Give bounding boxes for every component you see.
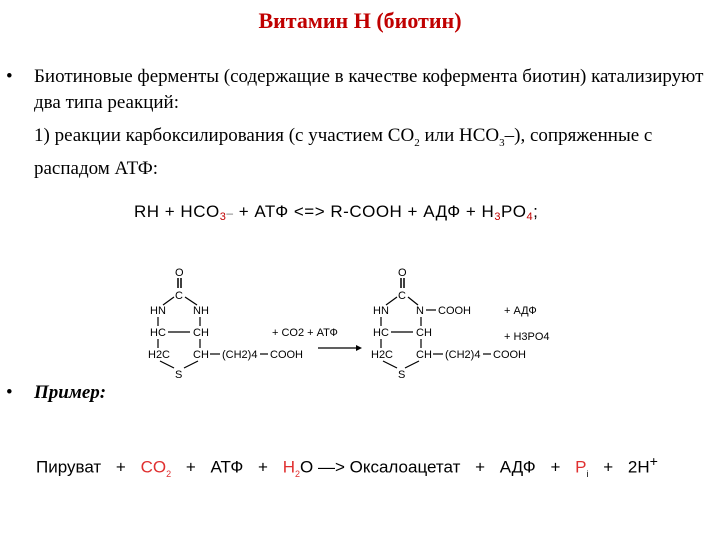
right-cooh: COOH xyxy=(493,349,526,361)
bullet-reactions xyxy=(6,64,706,116)
eq2-atf: АТФ xyxy=(210,457,244,477)
eq1-part-c: PO xyxy=(500,202,527,221)
right-o: O xyxy=(398,267,407,279)
left-ch: CH xyxy=(193,327,209,339)
eq2-pyruvate: Пируват xyxy=(36,457,102,477)
biotin-carboxylation-diagram xyxy=(0,262,720,382)
eq2-co: CO xyxy=(140,457,167,477)
arrow-label: + CO2 + АТФ xyxy=(272,327,338,339)
right-ch: CH xyxy=(416,327,432,339)
right-hc: HC xyxy=(373,327,389,339)
para-sub-1: 2 xyxy=(414,136,420,149)
left-hc: HC xyxy=(150,327,166,339)
para-text-b: или НСО xyxy=(419,125,500,146)
eq2-h-sub: 2 xyxy=(294,469,300,480)
bullet-dot-2: • xyxy=(6,382,13,403)
right-s: S xyxy=(398,369,406,381)
right-hn: HN xyxy=(373,305,389,317)
eq2-plus-3: + xyxy=(258,457,268,477)
bullet-dot: • xyxy=(6,66,13,87)
left-o: O xyxy=(175,267,184,279)
eq1-part-d: ; xyxy=(533,202,539,221)
eq2-co-sub: 2 xyxy=(166,469,172,480)
eq2-h: H xyxy=(282,457,295,477)
eq2-plus-6: + xyxy=(603,457,614,477)
para-sub-2: 3 xyxy=(499,136,505,149)
left-nh: NH xyxy=(193,305,209,317)
left-s: S xyxy=(175,369,183,381)
eq2-plus-5: + xyxy=(550,457,561,477)
product-adf: + АДФ xyxy=(504,305,537,317)
eq1-minus: – xyxy=(226,206,234,220)
left-c-top: C xyxy=(175,290,183,302)
left-cooh: COOH xyxy=(270,349,303,361)
eq1-part-b: + АТФ <=> R-COOH + АДФ + H xyxy=(233,202,495,221)
eq1-part-a: RH + HCO xyxy=(134,202,220,221)
eq1-sub-1: 3 xyxy=(219,211,227,223)
right-n-cooh: COOH xyxy=(438,305,471,317)
slide-title: Витамин Н (биотин) xyxy=(258,8,462,33)
eq2-p: P xyxy=(575,457,587,477)
left-h2c: H2C xyxy=(148,349,171,361)
bullet-text: Биотиновые ферменты (содержащие в качестве кофермента биотин) катализируют два типа реакций: xyxy=(34,66,704,113)
eq2-p-sub: i xyxy=(586,469,589,480)
left-chain: (CH2)4 xyxy=(222,349,258,361)
para-text-a: 1) реакции карбоксилирования (с участием СО xyxy=(34,125,415,146)
general-equation xyxy=(134,202,538,223)
eq2-adf: АДФ xyxy=(499,457,536,477)
pyruvate-equation xyxy=(36,454,658,479)
eq2-plus-2: + xyxy=(185,457,196,477)
left-hn: HN xyxy=(150,305,166,317)
eq1-sub-2: 3 xyxy=(494,211,501,223)
right-chain: (CH2)4 xyxy=(445,349,481,361)
eq2-tail: 2H xyxy=(627,457,650,477)
right-c-top: C xyxy=(398,290,406,302)
eq2-arrow: —> xyxy=(317,457,345,477)
eq2-oxaloacetate: Оксалоацетат xyxy=(349,457,461,477)
right-n: N xyxy=(416,305,424,317)
right-ch-b: CH xyxy=(416,349,432,361)
bullet-example xyxy=(6,380,706,406)
example-label: Пример: xyxy=(34,382,107,403)
product-h3po4: + H3PO4 xyxy=(504,331,550,343)
right-h2c: H2C xyxy=(371,349,394,361)
eq2-o: O xyxy=(299,457,314,477)
para-text-c: –), сопряженные с распадом АТФ: xyxy=(34,125,653,179)
eq2-tail-sup: + xyxy=(649,454,658,470)
left-ch-b: CH xyxy=(193,349,209,361)
eq1-sub-3: 4 xyxy=(526,211,534,223)
carboxylation-paragraph xyxy=(34,123,704,182)
eq2-plus-1: + xyxy=(115,457,126,477)
eq2-plus-4: + xyxy=(475,457,486,477)
